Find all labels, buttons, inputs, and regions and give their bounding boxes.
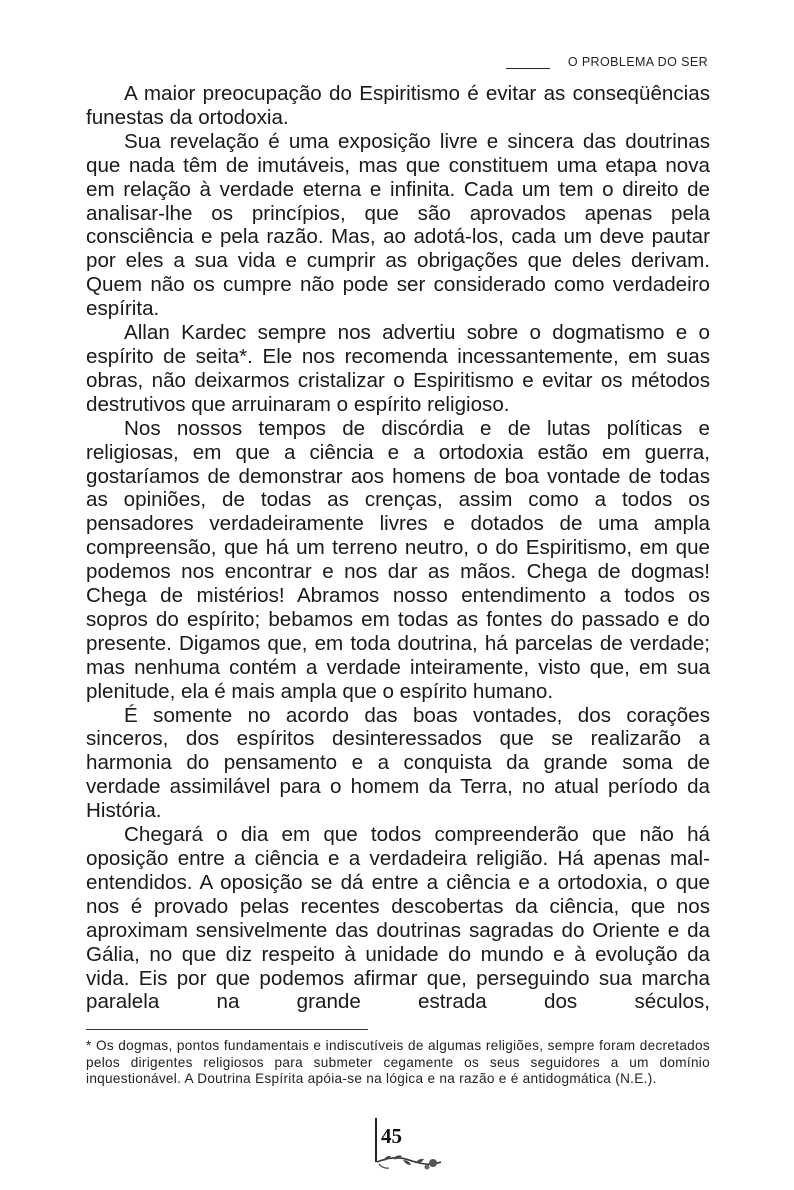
footnote-rule <box>86 1029 368 1030</box>
paragraph: Nos nossos tempos de discórdia e de lutas políticas e religiosas, em que a ciência e a ortodoxia estão em guerra, gostaríamos de demonstrar aos homens de boa vontade de todas as opiniões, de todas as crenças, assim como a todos os pensadores verdadeiramente livres e dotados de uma ampla compreensão, que há um terreno neutro, o do Espiritismo, em que podemos nos encontrar e nos dar as mãos. Chega de dogmas! Chega de mistérios! Abramos nosso entendimento a todos os sopros do espírito; bebamos em todas as fontes do passado e do presente. Digamos que, em toda doutrina, há parcelas de verdade; mas nenhuma contém a verdade inteiramente, visto que, em sua plenitude, ela é mais ampla que o espírito humano. <box>86 416 710 703</box>
running-header: O PROBLEMA DO SER <box>567 55 708 69</box>
header-rule <box>506 68 550 69</box>
paragraph: Allan Kardec sempre nos advertiu sobre o dogmatismo e o espírito de seita*. Ele nos recomenda incessantemente, em suas obras, não deixarmos cristalizar o Espiritismo e evitar os métodos destrutivos que arruinaram o espírito religioso. <box>86 321 710 416</box>
paragraph: Chegará o dia em que todos compreenderão que não há oposição entre a ciência e a verdadeira religião. Há apenas mal-entendidos. A oposição se dá entre a ciência e a ortodoxia, o que nos é provado pelas recentes descobertas da ciência, que nos aproximam sensivelmente das doutrinas sagradas do Oriente e da Gália, no que diz respeito à unidade do mundo e à evolução da vida. Eis por que podemos afirmar que, perseguindo sua marcha paralela na grande estrada dos séculos, <box>86 823 710 1014</box>
page-folio <box>375 1118 445 1178</box>
footnote-text: * Os dogmas, pontos fundamentais e indiscutíveis de algumas religiões, sempre foram decretados pelos dirigentes religiosos para submeter cegamente os seus seguidores a um domínio inquestionável. A Doutrina Espírita apóia-se na lógica e na razão e é antidogmática (N.E.). <box>86 1038 710 1087</box>
paragraph: Sua revelação é uma exposição livre e sincera das doutrinas que nada têm de imutáveis, mas que constituem uma etapa nova em relação à verdade eterna e infinita. Cada um tem o direito de analisar-lhe os princípios, que são aprovados apenas pela consciência e pela razão. Mas, ao adotá-los, cada um deve pautar por eles a sua vida e cumprir as obrigações que deles derivam. Quem não os cumpre não pode ser considerado como verdadeiro espírita. <box>86 129 710 321</box>
footnote <box>86 1038 710 1088</box>
page-number: 45 <box>381 1124 402 1148</box>
paragraph: A maior preocupação do Espiritismo é evitar as conseqüências funestas da ortodoxia. <box>86 82 710 129</box>
floral-ornament-icon <box>375 1150 445 1174</box>
body-text <box>86 82 710 1014</box>
paragraph: É somente no acordo das boas vontades, dos corações sinceros, dos espíritos desinteressados que se realizarão a harmonia do pensamento e a conquista da grande soma de verdade assimilável para o homem da Terra, no atual período da História. <box>86 703 710 823</box>
